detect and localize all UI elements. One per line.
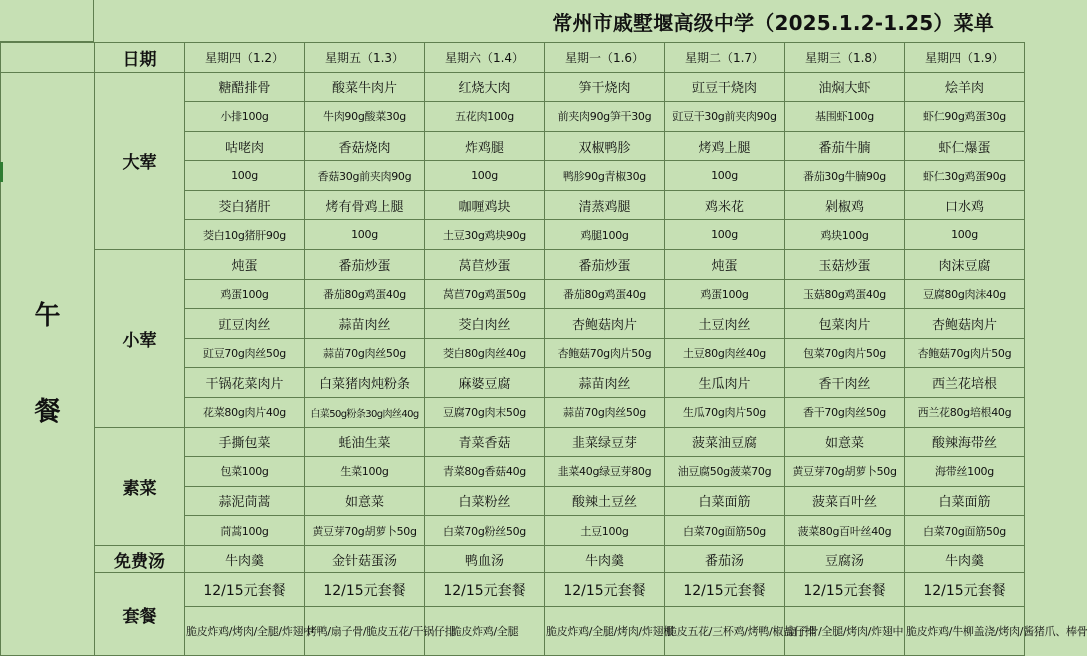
soup-name: 牛肉羹 xyxy=(545,545,665,573)
dish-detail: 番茄30g牛腩90g xyxy=(785,161,905,191)
dish-detail: 豆腐70g肉末50g xyxy=(425,397,545,427)
dish-name: 豇豆干烧肉 xyxy=(665,72,785,102)
dish-detail: 土豆80g肉丝40g xyxy=(665,338,785,368)
category-soup: 免费汤 xyxy=(95,545,185,573)
dish-name: 白菜猪肉炖粉条 xyxy=(305,368,425,398)
meal-label-char: 午 xyxy=(34,300,61,331)
set-description: 脆皮五花/三杯鸡/烤鸭/椒盐仔排 xyxy=(665,607,785,656)
dish-name: 炖蛋 xyxy=(665,250,785,280)
dish-name: 笋干烧肉 xyxy=(545,72,665,102)
dish-name: 干锅花菜肉片 xyxy=(185,368,305,398)
dish-name: 口水鸡 xyxy=(905,190,1025,220)
dish-detail: 豇豆70g肉丝50g xyxy=(185,338,305,368)
dish-detail: 西兰花80g培根40g xyxy=(905,397,1025,427)
dish-name: 酸辣土豆丝 xyxy=(545,486,665,516)
dish-detail: 生菜100g xyxy=(305,457,425,487)
dish-detail: 杏鲍菇70g肉片50g xyxy=(545,338,665,368)
dish-name: 蒜苗肉丝 xyxy=(545,368,665,398)
dish-detail: 白菜70g面筋50g xyxy=(905,516,1025,546)
dish-name: 蒜苗肉丝 xyxy=(305,309,425,339)
dish-detail: 小排100g xyxy=(185,102,305,132)
dish-detail: 韭菜40g绿豆芽80g xyxy=(545,457,665,487)
dish-name: 手撕包菜 xyxy=(185,427,305,457)
dish-name: 咕咾肉 xyxy=(185,131,305,161)
dish-name: 菠菜百叶丝 xyxy=(785,486,905,516)
set-description: 脆皮炸鸡/全腿/烤肉/炸翅根 xyxy=(545,607,665,656)
dish-name: 蚝油生菜 xyxy=(305,427,425,457)
date-cell: 星期五（1.3） xyxy=(305,43,425,73)
dish-detail: 鸡蛋100g xyxy=(185,279,305,309)
dish-name: 蒜泥茼蒿 xyxy=(185,486,305,516)
soup-name: 番茄汤 xyxy=(665,545,785,573)
soup-name: 金针菇蛋汤 xyxy=(305,545,425,573)
dish-name: 菠菜油豆腐 xyxy=(665,427,785,457)
set-price: 12/15元套餐 xyxy=(545,573,665,607)
dish-detail: 白菜70g粉丝50g xyxy=(425,516,545,546)
dish-name: 香干肉丝 xyxy=(785,368,905,398)
dish-detail: 蒜苗70g肉丝50g xyxy=(545,397,665,427)
dish-detail: 前夹肉90g笋干30g xyxy=(545,102,665,132)
dish-name: 番茄牛腩 xyxy=(785,131,905,161)
dish-name: 青菜香菇 xyxy=(425,427,545,457)
dish-name: 双椒鸭胗 xyxy=(545,131,665,161)
meal-label-char: 餐 xyxy=(34,396,61,427)
dish-name: 虾仁爆蛋 xyxy=(905,131,1025,161)
dish-detail: 香干70g肉丝50g xyxy=(785,397,905,427)
dish-detail: 豇豆干30g前夹肉90g xyxy=(665,102,785,132)
dish-name: 鸡米花 xyxy=(665,190,785,220)
dish-name: 清蒸鸡腿 xyxy=(545,190,665,220)
set-description: 脆皮炸鸡/牛柳盖浇/烤肉/酱猪爪、棒骨 xyxy=(905,607,1025,656)
meal-spacer-top xyxy=(1,43,95,73)
set-description: 扇子骨/全腿/烤肉/炸翅中 xyxy=(785,607,905,656)
set-description: 脆皮炸鸡/烤肉/全腿/炸翅中 xyxy=(185,607,305,656)
dish-name: 莴苣炒蛋 xyxy=(425,250,545,280)
menu-body xyxy=(1,43,1087,656)
dish-name: 烤鸡上腿 xyxy=(665,131,785,161)
dish-name: 糖醋排骨 xyxy=(185,72,305,102)
dish-detail: 番茄80g鸡蛋40g xyxy=(305,279,425,309)
soup-name: 鸭血汤 xyxy=(425,545,545,573)
table-row xyxy=(1,72,1025,102)
dish-detail: 包菜70g肉片50g xyxy=(785,338,905,368)
table-row xyxy=(1,545,1025,573)
corner-cell xyxy=(0,0,94,42)
set-description: 脆皮炸鸡/全腿 xyxy=(425,607,545,656)
dish-detail: 包菜100g xyxy=(185,457,305,487)
menu-table xyxy=(0,42,1087,656)
dish-name: 番茄炒蛋 xyxy=(545,250,665,280)
date-cell: 星期四（1.9） xyxy=(905,43,1025,73)
table-row xyxy=(1,573,1025,607)
dish-detail: 茭白10g猪肝90g xyxy=(185,220,305,250)
dish-detail: 鸡蛋100g xyxy=(665,279,785,309)
dish-name: 酸辣海带丝 xyxy=(905,427,1025,457)
dish-detail: 黄豆芽70g胡萝卜50g xyxy=(785,457,905,487)
table-row xyxy=(1,43,1025,73)
dish-detail: 鸡块100g xyxy=(785,220,905,250)
dish-name: 白菜粉丝 xyxy=(425,486,545,516)
dish-detail: 鸡腿100g xyxy=(545,220,665,250)
dish-name: 剁椒鸡 xyxy=(785,190,905,220)
dish-name: 玉菇炒蛋 xyxy=(785,250,905,280)
dish-name: 烤有骨鸡上腿 xyxy=(305,190,425,220)
set-price: 12/15元套餐 xyxy=(305,573,425,607)
set-price: 12/15元套餐 xyxy=(905,573,1025,607)
date-cell: 星期一（1.6） xyxy=(545,43,665,73)
dish-detail: 五花肉100g xyxy=(425,102,545,132)
dish-detail: 茼蒿100g xyxy=(185,516,305,546)
dish-detail: 番茄80g鸡蛋40g xyxy=(545,279,665,309)
dish-name: 肉沫豆腐 xyxy=(905,250,1025,280)
row-marker xyxy=(0,162,3,182)
dish-name: 如意菜 xyxy=(305,486,425,516)
set-price: 12/15元套餐 xyxy=(185,573,305,607)
date-header-label: 日期 xyxy=(95,43,185,73)
category-set: 套餐 xyxy=(95,573,185,656)
dish-name: 白菜面筋 xyxy=(665,486,785,516)
dish-detail: 青菜80g香菇40g xyxy=(425,457,545,487)
soup-name: 豆腐汤 xyxy=(785,545,905,573)
dish-detail: 莴苣70g鸡蛋50g xyxy=(425,279,545,309)
dish-detail: 虾仁30g鸡蛋90g xyxy=(905,161,1025,191)
date-cell: 星期二（1.7） xyxy=(665,43,785,73)
set-price: 12/15元套餐 xyxy=(665,573,785,607)
dish-name: 烩羊肉 xyxy=(905,72,1025,102)
dish-detail: 白菜50g粉条30g肉丝40g xyxy=(305,397,425,427)
dish-detail: 土豆30g鸡块90g xyxy=(425,220,545,250)
dish-detail: 生瓜70g肉片50g xyxy=(665,397,785,427)
dish-name: 炖蛋 xyxy=(185,250,305,280)
dish-name: 生瓜肉片 xyxy=(665,368,785,398)
dish-detail: 100g xyxy=(305,220,425,250)
dish-name: 茭白肉丝 xyxy=(425,309,545,339)
category-veg: 素菜 xyxy=(95,427,185,545)
dish-name: 韭菜绿豆芽 xyxy=(545,427,665,457)
dish-name: 炸鸡腿 xyxy=(425,131,545,161)
dish-detail: 花菜80g肉片40g xyxy=(185,397,305,427)
category-small-meat: 小荤 xyxy=(95,250,185,427)
dish-name: 杏鲍菇肉片 xyxy=(905,309,1025,339)
set-description: 烤鸭/扇子骨/脆皮五花/干锅仔排 xyxy=(305,607,425,656)
dish-name: 豇豆肉丝 xyxy=(185,309,305,339)
dish-detail: 100g xyxy=(905,220,1025,250)
dish-detail: 海带丝100g xyxy=(905,457,1025,487)
dish-name: 白菜面筋 xyxy=(905,486,1025,516)
dish-name: 如意菜 xyxy=(785,427,905,457)
dish-detail: 蒜苗70g肉丝50g xyxy=(305,338,425,368)
dish-name: 杏鲍菇肉片 xyxy=(545,309,665,339)
dish-detail: 牛肉90g酸菜30g xyxy=(305,102,425,132)
dish-name: 茭白猪肝 xyxy=(185,190,305,220)
dish-name: 香菇烧肉 xyxy=(305,131,425,161)
date-cell: 星期三（1.8） xyxy=(785,43,905,73)
dish-detail: 虾仁90g鸡蛋30g xyxy=(905,102,1025,132)
category-big-meat: 大荤 xyxy=(95,72,185,249)
dish-detail: 鸭胗90g青椒30g xyxy=(545,161,665,191)
dish-detail: 基围虾100g xyxy=(785,102,905,132)
dish-detail: 100g xyxy=(665,220,785,250)
dish-detail: 菠菜80g百叶丝40g xyxy=(785,516,905,546)
dish-detail: 豆腐80g肉沫40g xyxy=(905,279,1025,309)
set-price: 12/15元套餐 xyxy=(785,573,905,607)
date-cell: 星期四（1.2） xyxy=(185,43,305,73)
dish-name: 咖喱鸡块 xyxy=(425,190,545,220)
title-row xyxy=(0,0,1024,42)
soup-name: 牛肉羹 xyxy=(905,545,1025,573)
dish-detail: 白菜70g面筋50g xyxy=(665,516,785,546)
dish-detail: 100g xyxy=(665,161,785,191)
set-price: 12/15元套餐 xyxy=(425,573,545,607)
dish-name: 包菜肉片 xyxy=(785,309,905,339)
dish-detail: 杏鲍菇70g肉片50g xyxy=(905,338,1025,368)
dish-name: 油焖大虾 xyxy=(785,72,905,102)
dish-detail: 土豆100g xyxy=(545,516,665,546)
table-row xyxy=(1,427,1025,457)
dish-detail: 100g xyxy=(185,161,305,191)
menu-title: 常州市戚墅堰高级中学（2025.1.2-1.25）菜单 xyxy=(552,11,994,35)
date-cell: 星期六（1.4） xyxy=(425,43,545,73)
dish-detail: 油豆腐50g菠菜70g xyxy=(665,457,785,487)
dish-name: 番茄炒蛋 xyxy=(305,250,425,280)
dish-name: 麻婆豆腐 xyxy=(425,368,545,398)
soup-name: 牛肉羹 xyxy=(185,545,305,573)
dish-name: 酸菜牛肉片 xyxy=(305,72,425,102)
dish-name: 红烧大肉 xyxy=(425,72,545,102)
dish-name: 西兰花培根 xyxy=(905,368,1025,398)
dish-detail: 茭白80g肉丝40g xyxy=(425,338,545,368)
meal-label xyxy=(1,72,95,655)
dish-detail: 100g xyxy=(425,161,545,191)
table-row xyxy=(1,250,1025,280)
dish-detail: 玉菇80g鸡蛋40g xyxy=(785,279,905,309)
dish-detail: 黄豆芽70g胡萝卜50g xyxy=(305,516,425,546)
dish-detail: 香菇30g前夹肉90g xyxy=(305,161,425,191)
dish-name: 土豆肉丝 xyxy=(665,309,785,339)
